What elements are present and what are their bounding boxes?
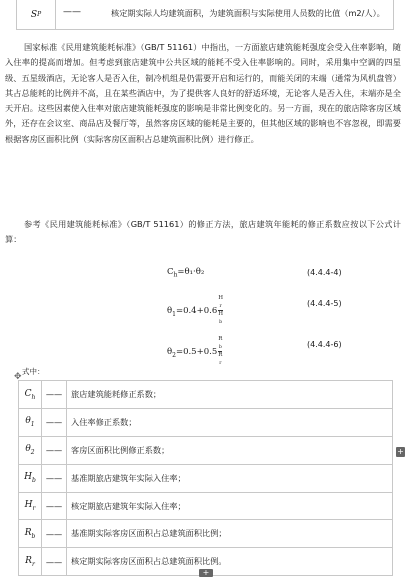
symbol-text: H [24, 500, 33, 511]
symbol-cell [19, 436, 42, 464]
dash-cell: —— [42, 408, 67, 436]
formula-lhs-sub: 2 [172, 351, 176, 359]
formula-rhs: =0.5+0.5 [175, 347, 218, 358]
dash-cell: —— [42, 464, 67, 492]
symbol-table-row [19, 520, 393, 548]
top-row-description: 核定期实际人均建筑面积，为建筑面积与实际使用人员数的比值（m2/人）。 [111, 8, 385, 18]
symbol-table-row [19, 436, 393, 464]
symbol-subscript: 2 [30, 449, 35, 457]
fraction-numerator [218, 295, 223, 311]
definition-cell: 基准期旅店建筑年实际入住率； [67, 464, 393, 492]
symbol-subscript: b [31, 532, 36, 540]
table-resize-bottom-handle[interactable]: + [199, 569, 213, 577]
symbol-subscript: P [37, 11, 42, 18]
formula-lhs-sub: h [173, 271, 178, 279]
definition-cell: 入住率修正系数； [67, 408, 393, 436]
symbol-table-row [19, 381, 393, 409]
symbol-text: C [24, 388, 32, 399]
formula-lhs: θ [167, 306, 173, 317]
formula-number-3: (4.4.4-6) [307, 340, 342, 349]
symbol-table-row [19, 408, 393, 436]
numerator-text: H [218, 295, 224, 301]
formula-4-4-4-5 [167, 295, 223, 326]
symbol-subscript: h [31, 393, 36, 401]
definition-cell: 核定期实际客房区面积占总建筑面积比例。 [67, 548, 393, 576]
definition-cell: 旅店建筑能耗修正系数； [67, 381, 393, 409]
fraction-numerator [218, 336, 222, 352]
denominator-text: R [218, 352, 223, 359]
symbol-text: R [24, 528, 32, 538]
denominator-sub: r [219, 361, 222, 367]
top-table-row [16, 0, 394, 30]
paragraph-2: 参考《民用建筑能耗标准》（GB/T 51161）的修正方法，旅店建筑年能耗的修正系数应按以下公式计算： [5, 219, 401, 245]
paragraph-1: 国家标准《民用建筑能耗标准》（GB/T 51161）中指出，一方面旅店建筑能耗强度会受入住率影响，随入住率的提高而增加。但考虑到旅店建筑中公共区域的能耗不受入住率影响的。同时，采用集中空调的四星级、五星级酒店，无论客人是否入住，制冷机组是仍需要开启和运行的，而能关闭的末端（通常为风机盘管）其占总能耗的比例并不高，且在某些酒店中，为了提供客人良好的舒适环境，无论客人是否入住，末端亦是全天开启。这些因素使入住率对旅店建筑能耗强度的影响是非常比例变化的。另一方面，现在的旅店除客房区域外，还存在会议室、商品店及餐厅等，虽然客房区域的能耗是主要的，但其他区域的影响也不容忽视，即需要根据客房区面积比例（实际客房区面积占总建筑面积比例）进行修正。 [5, 42, 401, 144]
symbol-cell [19, 548, 42, 576]
formula-rhs: =θ₁·θ₂ [177, 267, 205, 277]
denominator-text: H [218, 311, 224, 318]
dash-cell: —— [42, 436, 67, 464]
formula-rhs: =0.4+0.6 [175, 306, 218, 317]
fraction-denominator [218, 311, 223, 326]
formula-4-4-4-6 [167, 336, 222, 367]
numerator-sub: b [218, 345, 222, 351]
formula-4-4-4-4 [167, 267, 204, 279]
symbol-subscript: 1 [30, 421, 35, 429]
symbol-subscript: r [31, 560, 35, 568]
definition-cell: 基准期实际客房区面积占总建筑面积比例； [67, 520, 393, 548]
denominator-sub: b [219, 320, 223, 326]
top-row-dash: —— [63, 7, 81, 17]
numerator-text: R [218, 336, 223, 342]
symbol-cell [19, 520, 42, 548]
symbol-cell [19, 408, 42, 436]
dash-cell: —— [42, 520, 67, 548]
formula-note: 式中： [22, 367, 45, 376]
definition-cell: 核定期旅店建筑年实际入住率； [67, 492, 393, 520]
formula-number-1: (4.4.4-4) [307, 268, 342, 277]
formula-lhs-sub: 1 [172, 310, 176, 318]
symbol-table-row [19, 464, 393, 492]
top-row-symbol [17, 0, 56, 29]
symbol-subscript: b [32, 477, 36, 485]
symbol-cell [19, 492, 42, 520]
fraction [218, 295, 223, 326]
dash-cell: —— [42, 381, 67, 409]
symbol-table [18, 380, 393, 576]
fraction-denominator [218, 352, 222, 367]
dash-cell: —— [42, 548, 67, 576]
table-resize-right-handle[interactable]: + [397, 447, 404, 456]
symbol-text: θ [25, 444, 31, 455]
symbol-text: θ [25, 416, 31, 427]
symbol-text: H [24, 472, 32, 483]
formula-number-2: (4.4.4-5) [307, 299, 342, 308]
table-move-handle-icon[interactable]: ✥ [14, 372, 22, 382]
fraction [218, 336, 222, 367]
symbol-text: R [25, 555, 32, 566]
numerator-sub: r [219, 304, 222, 310]
symbol-text: S [30, 9, 38, 20]
symbol-cell [19, 464, 42, 492]
formula-lhs: θ [167, 347, 173, 358]
symbol-table-row [19, 492, 393, 520]
symbol-cell [19, 381, 42, 409]
definition-cell: 客房区面积比例修正系数； [67, 436, 393, 464]
formula-lhs: C [167, 267, 174, 277]
symbol-subscript: r [32, 504, 36, 512]
dash-cell: —— [42, 492, 67, 520]
